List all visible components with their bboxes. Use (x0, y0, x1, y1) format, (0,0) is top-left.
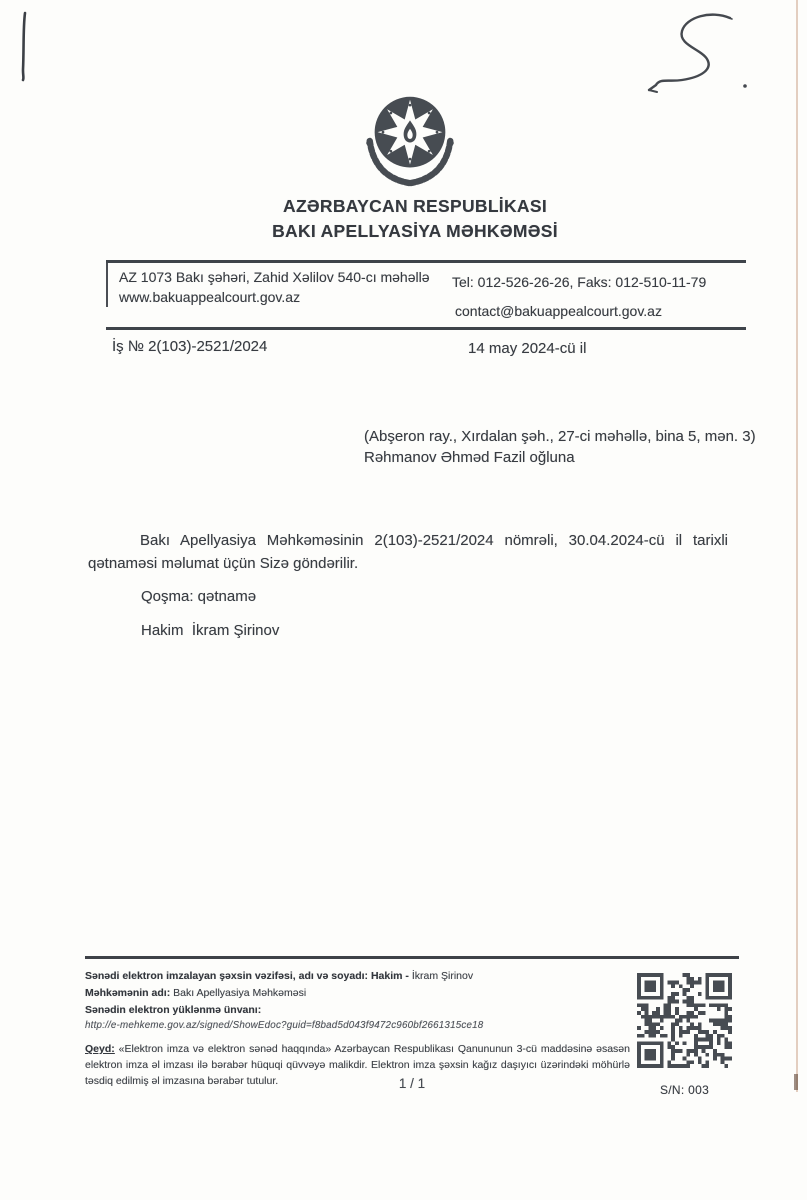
azerbaijan-state-emblem-icon (356, 86, 464, 194)
court-title: BAKI APELLYASİYA MƏHKƏMƏSİ (272, 221, 558, 242)
court-email: contact@bakuappealcourt.gov.az (455, 302, 662, 319)
contact-block (106, 260, 746, 330)
court-name-line: Məhkəmənin adı: Bakı Apellyasiya Məhkəməsi (85, 986, 307, 999)
contact-left-border (106, 263, 108, 307)
recipient-address: (Abşeron ray., Xırdalan şəh., 27-ci məhəllə, bina 5, mən. 3) (364, 428, 756, 445)
recipient-block (364, 426, 762, 469)
handwritten-s-mark (612, 6, 792, 116)
court-phone-fax: Tel: 012-526-26-26, Faks: 012-510-11-79 (452, 274, 707, 290)
signer-line: Sənədi elektron imzalayan şəxsin vəzifəsi, adı və soyadı: Hakim - İkram Şirinov (85, 970, 474, 982)
qr-code (637, 973, 732, 1068)
court-header (0, 194, 807, 245)
court-website: www.bakuappealcourt.gov.az (119, 288, 301, 305)
country-title: AZƏRBAYCAN RESPUBLİKASI (283, 196, 547, 216)
download-label-line: Sənədin elektron yüklənmə ünvanı: (85, 1003, 262, 1016)
pen-mark-left (14, 8, 38, 88)
page-number: 1 / 1 (398, 1076, 426, 1091)
document-download-url: http://e-mehkeme.gov.az/signed/ShowEdoc?guid=f8bad5d043f9472c960bf2661315ce18 (85, 1020, 484, 1032)
letter-date: 14 may 2024-cü il (468, 340, 587, 357)
scan-edge-line (796, 0, 798, 1092)
court-address: AZ 1073 Bakı şəhəri, Zahid Xəlilov 540-cı məhəllə (119, 269, 430, 285)
serial-number: S/N: 003 (659, 1083, 710, 1097)
recipient-name: Rəhmanov Əhməd Fazil oğluna (364, 449, 575, 467)
judge-signature-line: Hakim İkram Şirinov (141, 622, 280, 639)
letter-body: Bakı Apellyasiya Məhkəməsinin 2(103)-2521/2024 nömrəli, 30.04.2024-cü il tarixli qətnaməsi məlumat üçün Sizə göndərilir. (88, 532, 728, 572)
case-number: İş № 2(103)-2521/2024 (112, 338, 268, 355)
attachment-note: Qoşma: qətnamə (141, 588, 257, 605)
scan-edge-blob (794, 1074, 798, 1090)
legal-note: Qeyd: «Elektron imza və elektron sənəd haqqında» Azərbaycan Respublikası Qanununun 3-cü maddəsinə əsasən elektron imza əl imzası ilə bərabər hüquqi qüvvəyə malikdir. Elektron imza şəxsin kağız daşıyıcı üzərindəki möhürlə təsdiq edilmiş əl imzasına bərabər tutulur. (85, 1043, 630, 1087)
